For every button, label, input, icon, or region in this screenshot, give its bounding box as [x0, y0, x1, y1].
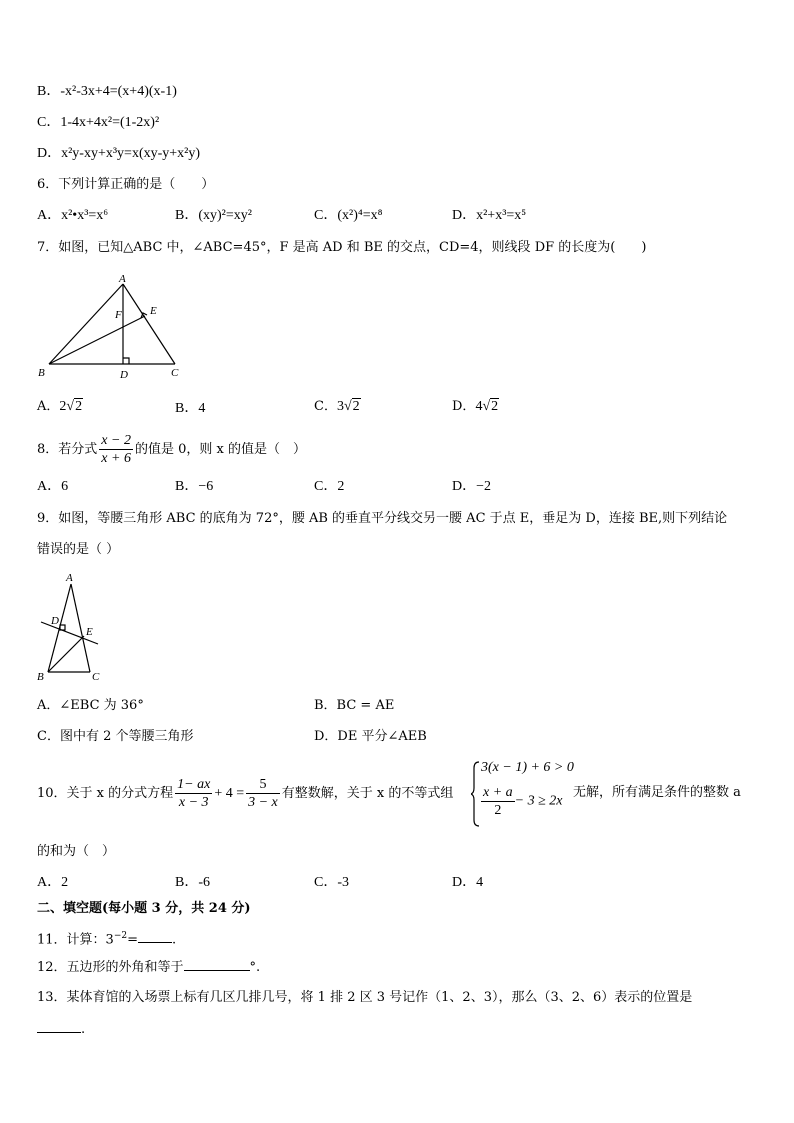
q10-option-b: B．-6 — [175, 875, 210, 890]
q13-answer-blank[interactable] — [37, 1020, 81, 1033]
q13-stem-line1: 13．某体育馆的入场票上标有几区几排几号，将 1 排 2 区 3 号记作（1、2、3），那么（3、2、6）表示的位置是 — [37, 990, 693, 1005]
q7-option-c: C．3√2 — [314, 399, 360, 414]
q9-label-b: B — [37, 671, 44, 683]
q7-stem: 7．如图，已知△ABC 中，∠ABC=45°，F 是高 AD 和 BE 的交点，CD=4，则线段 DF 的长度为( ) — [37, 240, 647, 255]
q7-label-e: E — [150, 305, 157, 317]
q7-label-b: B — [38, 367, 45, 379]
q13-stem-line2: . — [37, 1020, 85, 1039]
q8-option-d: D．−2 — [452, 479, 492, 494]
q7-option-d: D．4√2 — [452, 399, 499, 414]
q5-option-c: C．1-4x+4x²=(1-2x)² — [37, 115, 160, 130]
q9-option-d: D．DE 平分∠AEB — [314, 729, 427, 744]
q8-option-c: C．2 — [314, 479, 345, 494]
q11-stem: 11．计算：$3^{-2}=$ . — [37, 931, 177, 948]
q5-option-b: B．-x²-3x+4=(x+4)(x-1) — [37, 84, 177, 99]
q10-inequality-2: $\frac{x + a}{2}$ − 3 ≥ 2x — [483, 785, 563, 818]
q7-option-b: B．4 — [175, 401, 206, 416]
q7-side-ab — [49, 284, 123, 364]
q7-label-f: F — [115, 309, 122, 321]
q10-option-d: D．4 — [452, 875, 484, 890]
q7-label-d: D — [120, 369, 128, 381]
q5-option-d: D．x²y-xy+x³y=x(xy-y+x²y) — [37, 146, 201, 161]
q10-option-a: A．2 — [37, 875, 69, 890]
section-2-heading: 二、填空题(每小题 3 分，共 24 分) — [37, 901, 251, 916]
q6-option-c: C．(x²)⁴=x⁸ — [314, 208, 383, 223]
q7-altitude-be — [49, 316, 145, 364]
q11-answer-blank[interactable] — [138, 930, 172, 943]
q6-option-b: B．(xy)²=xy² — [175, 208, 252, 223]
q9-label-e: E — [86, 626, 93, 638]
q7-label-a: A — [119, 273, 126, 285]
q8-option-b: B．−6 — [175, 479, 214, 494]
q8-stem: 8．若分式 $\frac{x - 2}{x + 6}$ 的值是 0，则 x 的值是（ ） — [37, 433, 306, 466]
q12-stem: 12．五边形的外角和等于 °. — [37, 960, 261, 975]
q6-option-d: D．x²+x³=x⁵ — [452, 208, 527, 223]
q9-label-c: C — [92, 671, 100, 683]
q7-side-ac — [123, 284, 175, 364]
q10-inequality-1: 3(x − 1) + 6 > 0 — [481, 760, 574, 775]
q10-brace-icon — [471, 760, 481, 828]
q7-triangle-figure — [35, 272, 185, 384]
q10-stem-tail: 无解，所有满足条件的整数 a — [573, 785, 741, 800]
q12-answer-blank[interactable] — [184, 958, 250, 971]
q10-option-c: C．-3 — [314, 875, 349, 890]
q9-triangle-figure — [34, 570, 109, 685]
q9-stem-line2: 错误的是（ ） — [37, 542, 120, 557]
q9-stem-line1: 9．如图，等腰三角形 ABC 的底角为 72°，腰 AB 的垂直平分线交另一腰 AC 于点 E，垂足为 D，连接 BE,则下列结论 — [37, 511, 728, 526]
q8-option-a: A．6 — [37, 479, 69, 494]
q7-label-c: C — [171, 367, 179, 379]
q6-option-a: A．x²•x³=x⁶ — [37, 208, 109, 223]
q9-label-a: A — [66, 572, 73, 584]
q9-option-b: B．BC = AE — [314, 698, 395, 713]
q9-segment-be — [48, 636, 84, 672]
q9-label-d: D — [51, 615, 59, 627]
q7-option-a: A．2√2 — [37, 399, 83, 414]
q10-stem: 10．关于 x 的分式方程 $\frac{1- ax}{x - 3}$ + 4 = $\frac{5}{3 - x}$ 有整数解，关于 x 的不等式组 — [37, 777, 454, 810]
q10-stem-line2: 的和为（ ） — [37, 844, 116, 859]
q6-stem: 6．下列计算正确的是（ ） — [37, 177, 215, 192]
q9-option-c: C．图中有 2 个等腰三角形 — [37, 729, 194, 744]
q7-right-angle-d — [123, 358, 129, 364]
q9-option-a: A．∠EBC 为 36° — [37, 698, 144, 713]
